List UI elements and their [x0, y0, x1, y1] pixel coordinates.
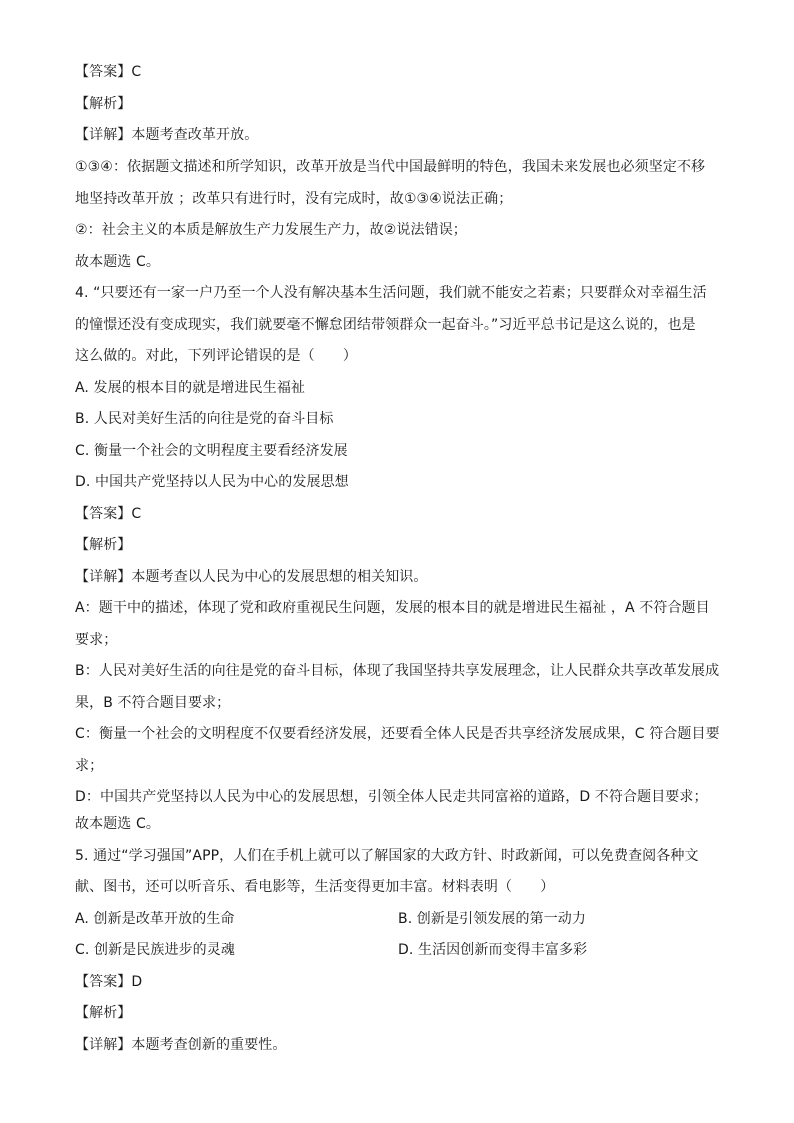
detail-text: 故本题选 C。 — [75, 816, 160, 832]
detail-text: 故本题选 C。 — [75, 254, 160, 270]
question-5-option-a: A. 创新是改革开放的生命 — [75, 911, 235, 927]
analysis-label: 【解析】 — [75, 537, 132, 553]
detail-text: 【详解】本题考查改革开放。 — [75, 127, 259, 143]
detail-text: 要求； — [75, 632, 118, 648]
detail-text: 【详解】本题考查创新的重要性。 — [75, 1037, 287, 1053]
question-5-option-d: D. 生活因创新而变得丰富多彩 — [398, 942, 588, 958]
question-5-text: 献、图书，还可以听音乐、看电影等，生活变得更加丰富。材料表明（ ） — [75, 879, 555, 895]
question-4-option-d: D. 中国共产党坚持以人民为中心的发展思想 — [75, 474, 349, 490]
answer-label: 【答案】C — [75, 506, 142, 522]
question-4-text: 4. “只要还有一家一户乃至一个人没有解决基本生活问题，我们就不能安之若素；只要群众对幸福生活 — [75, 285, 707, 301]
question-4-option-a: A. 发展的根本目的就是增进民生福祉 — [75, 380, 306, 396]
answer-label: 【答案】D — [75, 974, 143, 990]
detail-text: 【详解】本题考查以人民为中心的发展思想的相关知识。 — [75, 569, 428, 585]
detail-text: 求； — [75, 758, 104, 774]
question-5-option-c: C. 创新是民族进步的灵魂 — [75, 942, 235, 958]
detail-text: B：人民对美好生活的向往是党的奋斗目标，体现了我国坚持共享发展理念，让人民群众共享改革发展成 — [75, 663, 720, 679]
analysis-label: 【解析】 — [75, 96, 132, 112]
question-4-text: 的憧憬还没有变成现实，我们就要毫不懈怠团结带领群众一起奋斗。”习近平总书记是这么说的，也是 — [75, 317, 696, 333]
analysis-label: 【解析】 — [75, 1005, 132, 1021]
question-4-option-b: B. 人民对美好生活的向往是党的奋斗目标 — [75, 411, 334, 427]
detail-text: ①③④：依据题文描述和所学知识，改革开放是当代中国最鲜明的特色，我国未来发展也必须坚定不移 — [75, 159, 706, 175]
answer-label: 【答案】C — [75, 64, 142, 80]
question-4-option-c: C. 衡量一个社会的文明程度主要看经济发展 — [75, 443, 348, 459]
detail-text: 果，B 不符合题目要求； — [75, 695, 231, 711]
detail-text: C：衡量一个社会的文明程度不仅要看经济发展，还要看全体人民是否共享经济发展成果，C 符合题目要 — [75, 726, 720, 742]
detail-text: ②：社会主义的本质是解放生产力发展生产力，故②说法错误； — [75, 222, 467, 238]
question-5-text: 5. 通过“学习强国”APP，人们在手机上就可以了解国家的大政方针、时政新闻，可以免费查阅各种文 — [75, 848, 699, 864]
detail-text: D：中国共产党坚持以人民为中心的发展思想，引领全体人民走共同富裕的道路，D 不符合题目要求； — [75, 789, 708, 805]
question-5-option-b: B. 创新是引领发展的第一动力 — [398, 911, 587, 927]
detail-text: A：题干中的描述，体现了党和政府重视民生问题，发展的根本目的就是增进民生福祉 ，A 不符合题目 — [75, 600, 710, 616]
question-4-text: 这么做的。对此，下列评论错误的是（ ） — [75, 348, 357, 364]
detail-text: 地坚持改革开放 ；改革只有进行时，没有完成时，故①③④说法正确； — [75, 191, 513, 207]
